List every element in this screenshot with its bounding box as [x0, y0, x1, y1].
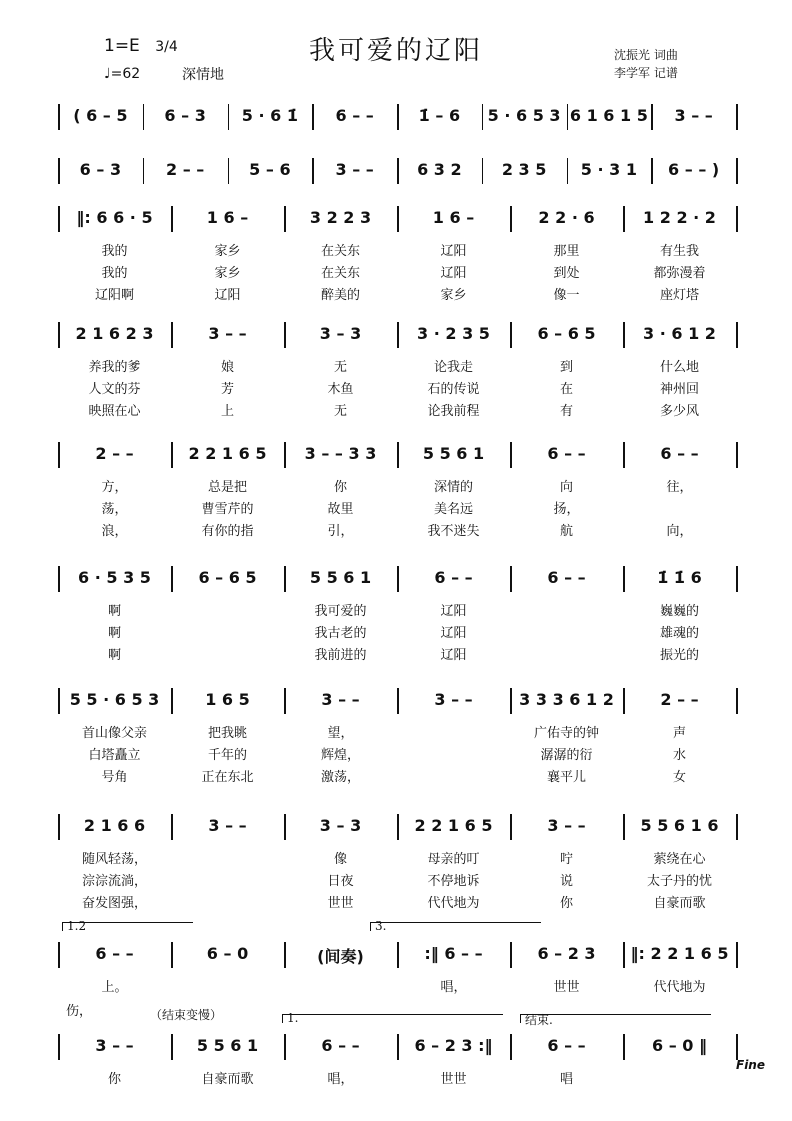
measure [171, 442, 284, 538]
measure [623, 814, 736, 910]
measure [228, 158, 313, 188]
notation-system [0, 566, 792, 662]
lyric-syllables: 望， [327, 726, 354, 741]
lyric-syllables: 水 [672, 748, 686, 763]
lyric-syllables: 巍巍的 [659, 604, 699, 619]
lyric-syllables: 无 [333, 360, 347, 375]
lyric-syllables: 辽阳 [214, 288, 241, 303]
measure-notes: 2 3 5 [501, 160, 547, 179]
measure [567, 104, 652, 134]
volta-bracket [282, 1011, 503, 1025]
measure [312, 158, 397, 188]
measure [623, 1034, 736, 1086]
barline [736, 566, 738, 592]
measure-notes: 2 – – [660, 690, 699, 709]
measure-notes: 6 – 3 [164, 106, 206, 125]
measure-notes: 3 2 2 3 [309, 208, 372, 227]
measure [58, 322, 171, 418]
measure-notes: 6 – – [335, 106, 374, 125]
measure-notes: 5 5 6 1 [196, 1036, 259, 1055]
lyric-syllables: 日夜 [327, 874, 354, 889]
lyric-syllables: 辽阳 [440, 244, 467, 259]
measure [171, 688, 284, 784]
measure [58, 442, 171, 538]
measure-notes: 6 – – [660, 444, 699, 463]
lyric-syllables: 美名远 [433, 502, 473, 517]
measure [58, 104, 143, 134]
measure-notes: 3 – 3 [319, 324, 362, 343]
measure-notes: 1 6 – [432, 208, 475, 227]
lyric-syllables: 你 [333, 480, 347, 495]
lyric-syllables: 自豪而歌 [201, 1072, 254, 1087]
measure-notes: 5 5 · 6 5 3 [69, 690, 160, 709]
measure [510, 688, 623, 784]
measure-notes: 6 – – [547, 1036, 586, 1055]
lyric-syllables: 都弥漫着 [653, 266, 706, 281]
lyric-syllables: 故里 [327, 502, 354, 517]
measure-notes: 6 – – [434, 568, 473, 587]
lyric-syllables: 母亲的叮 [427, 852, 480, 867]
lyric-syllables: 有你的指 [201, 524, 254, 539]
lyric-syllables: 奋发图强， [81, 896, 147, 911]
lyric-syllables: 人文的芬 [88, 382, 141, 397]
measure-notes: 6 – – [547, 444, 586, 463]
measure-notes: 2 1 6 2 3 [75, 324, 154, 343]
lyric-syllables: 芳 [220, 382, 234, 397]
measure-notes: 3 – – [335, 160, 374, 179]
lyric-syllables: 唱， [327, 1072, 354, 1087]
barline [736, 942, 738, 968]
barline [736, 442, 738, 468]
lyric-syllables: 那里 [553, 244, 580, 259]
lyric-syllables: 辽阳 [440, 604, 467, 619]
measure-notes: 2 2 1 6 5 [188, 444, 267, 463]
lyric-syllables: 正在东北 [201, 770, 254, 785]
measure-notes: ‖: 6 6 · 5 [76, 208, 153, 227]
lyric-syllables: 我的 [101, 266, 128, 281]
measure-notes: 6 – 0 ‖ [652, 1036, 707, 1055]
lyric-syllables: 映照在心 [88, 404, 141, 419]
measure [171, 322, 284, 418]
lyric-syllables: 有 [559, 404, 573, 419]
measure-notes: ( 6 – 5 [73, 106, 128, 125]
barline [736, 104, 738, 130]
measure-notes: 6 – 6 5 [537, 324, 596, 343]
lyric-syllables: 辽阳 [440, 626, 467, 641]
measure-notes: 6 – 0 [206, 944, 249, 963]
lyric-syllables: 你 [559, 896, 573, 911]
lyric-syllables: 我不迷失 [427, 524, 480, 539]
measure [171, 566, 284, 662]
key-signature [104, 36, 178, 56]
lyric-syllables: 论我前程 [427, 404, 480, 419]
song-title: 我可爱的辽阳 [308, 36, 483, 66]
measure [171, 942, 284, 994]
barline [736, 322, 738, 348]
lyric-syllables: 潺潺的衍 [540, 748, 593, 763]
measure-notes: 2 1 6 6 [83, 816, 146, 835]
measure [482, 104, 567, 134]
lyric-syllables: 代代地为 [427, 896, 480, 911]
lyric-syllables: 自豪而歌 [653, 896, 706, 911]
lyric-syllables: 石的传说 [427, 382, 480, 397]
lyric-syllables: 家乡 [214, 244, 241, 259]
measure-notes: 3 – – [321, 690, 360, 709]
measure-notes: 6 – – [321, 1036, 360, 1055]
lyric-syllables: 千年的 [207, 748, 247, 763]
measure [171, 1034, 284, 1086]
measure [143, 158, 228, 188]
lyric-syllables: 论我走 [433, 360, 473, 375]
measure-notes: 3 3 3 6 1 2 [519, 690, 614, 709]
lyric-syllables: 我的 [101, 244, 128, 259]
lyric-syllables: 引， [327, 524, 354, 539]
lyric-syllables: 曹雪芹的 [201, 502, 254, 517]
measure-notes: 6 · 5 3 5 [78, 568, 151, 587]
lyric-syllables: 辉煌， [320, 748, 360, 763]
measure [58, 1034, 171, 1086]
lyric-syllables: 世世 [440, 1072, 467, 1087]
measure-notes: 6 – – [547, 568, 586, 587]
notation-system [0, 814, 792, 910]
measure [284, 566, 397, 662]
measure [58, 206, 171, 302]
lyricist-composer-credit: 沈振光 词曲 [614, 48, 678, 62]
lyric-syllables: 激荡， [320, 770, 360, 785]
measure [58, 158, 143, 188]
measure [58, 688, 171, 784]
lyric-syllables: 我可爱的 [314, 604, 367, 619]
lyric-syllables: 座灯塔 [659, 288, 699, 303]
lyric-syllables: 像一 [553, 288, 580, 303]
notation-system [0, 1008, 792, 1087]
lyric-syllables: 啊 [107, 604, 121, 619]
volta-label: 1.2 [67, 919, 87, 933]
measure [284, 688, 397, 784]
lyric-syllables: 广佑寺的钟 [533, 726, 599, 741]
lyric-syllables: 啊 [107, 648, 121, 663]
measure-notes: 3 – – [434, 690, 473, 709]
measure-notes: (间奏) [317, 947, 364, 966]
measure [651, 158, 736, 188]
lyric-syllables: 扬， [553, 502, 580, 517]
fine-mark: Fine [736, 1058, 765, 1072]
lyric-syllables: 声 [672, 726, 686, 741]
notation-system [0, 442, 792, 538]
lyric-syllables: 像 [333, 852, 347, 867]
measure [58, 566, 171, 662]
measure-notes: 2 2 · 6 [538, 208, 595, 227]
lyric-syllables: 醉美的 [320, 288, 360, 303]
measure [58, 942, 171, 994]
measure-notes: 6 – – ) [668, 160, 720, 179]
lyric-syllables: 唱 [559, 1072, 573, 1087]
measure [312, 104, 397, 134]
lyric-syllables: 无 [333, 404, 347, 419]
lyric-syllables: 不停地诉 [427, 874, 480, 889]
measure-notes: :‖ 6 – – [424, 944, 483, 963]
measure-notes: 1 6 – [206, 208, 249, 227]
measure-notes: 6 – – [95, 944, 134, 963]
measure [284, 206, 397, 302]
lyric-syllables: 向， [666, 524, 693, 539]
measure-notes: 6 – 6 5 [198, 568, 257, 587]
barline [736, 688, 738, 714]
measure [397, 206, 510, 302]
measure-notes: 3 – – 3 3 [304, 444, 377, 463]
measure [284, 942, 397, 994]
volta-label: 1. [287, 1011, 299, 1025]
lyric-syllables: 向 [559, 480, 573, 495]
measure-notes: 6 3 2 [417, 160, 462, 179]
transcriber-credit: 李学军 记谱 [614, 66, 678, 80]
lyric-syllables: 雄魂的 [659, 626, 699, 641]
lyric-syllables: 世世 [327, 896, 354, 911]
measure [397, 322, 510, 418]
lyric-syllables: 首山像父亲 [81, 726, 147, 741]
measure [58, 814, 171, 910]
measure-notes: 5 · 6 5 3 [487, 106, 561, 125]
measure-notes: 5 – 6 [249, 160, 291, 179]
lyric-syllables: 航 [559, 524, 573, 539]
tempo-mark: ♩=62 [104, 66, 141, 82]
measure-notes: 3 · 6 1 2 [643, 324, 716, 343]
measure-notes: 5 5 6 1 6 [640, 816, 719, 835]
measure [397, 104, 482, 134]
measure-notes: 3 – – [674, 106, 713, 125]
measure [510, 322, 623, 418]
lyric-syllables: 娘 [220, 360, 234, 375]
lyric-syllables: 世世 [553, 980, 580, 995]
lyric-syllables: 上 [220, 404, 234, 419]
lyric-syllables: 到处 [553, 266, 580, 281]
measure [482, 158, 567, 188]
lyric-syllables: 白塔矗立 [88, 748, 141, 763]
lyric-syllables: 萦绕在心 [653, 852, 706, 867]
notation-system [0, 158, 792, 188]
lyric-syllables: 有生我 [659, 244, 699, 259]
lyric-syllables: 说 [559, 874, 573, 889]
measure [397, 158, 482, 188]
lyric-syllables: 我前进的 [314, 648, 367, 663]
measure [171, 206, 284, 302]
lyric-syllables: 你 [107, 1072, 121, 1087]
measure [623, 566, 736, 662]
measure-notes: 5 · 6 1̇ [241, 106, 298, 125]
measure [228, 104, 313, 134]
measure-notes: 1̇ – 6 [418, 106, 461, 125]
measure-notes: 2 – – [165, 160, 205, 179]
lyric-syllables: 什么地 [659, 360, 699, 375]
measure-notes: ‖: 2 2 1 6 5 [630, 944, 729, 963]
lyric-syllables: 太子丹的忧 [646, 874, 712, 889]
measure-notes: 3 · 2 3 5 [417, 324, 490, 343]
lyric-syllables: 到 [559, 360, 573, 375]
lyric-syllables: 随风轻荡， [81, 852, 147, 867]
lyric-syllables: 辽阳啊 [94, 288, 134, 303]
measure-notes: 6 – 3 [79, 160, 122, 179]
measure [284, 442, 397, 538]
volta-label: 3. [375, 919, 387, 933]
tempo-direction: （结束变慢） [150, 1008, 223, 1022]
notation-system [0, 688, 792, 784]
measure [623, 322, 736, 418]
measure-notes: 6 – 2 3 [537, 944, 596, 963]
measure [510, 814, 623, 910]
measure [510, 442, 623, 538]
barline [736, 206, 738, 232]
lyric-syllables: 木鱼 [327, 382, 354, 397]
measure [510, 1034, 623, 1086]
measure-notes: 1̇ 1̇ 6 [657, 568, 702, 587]
measure [510, 566, 623, 662]
lyric-syllables: 我古老的 [314, 626, 367, 641]
measure [397, 442, 510, 538]
lyric-syllables: 总是把 [207, 480, 247, 495]
lyric-syllables: 襄平儿 [546, 770, 586, 785]
lyric-syllables: 辽阳 [440, 648, 467, 663]
measure [397, 942, 510, 994]
measure-notes: 1 6 5 [205, 690, 250, 709]
lyric-syllables: 号角 [101, 770, 128, 785]
lyric-syllables: 神州回 [659, 382, 699, 397]
lyric-syllables: 多少风 [659, 404, 699, 419]
measure-notes: 5 5 6 1 [422, 444, 485, 463]
lyric-syllables: 方， [101, 480, 128, 495]
measure [567, 158, 652, 188]
lyric-syllables: 养我的爹 [88, 360, 141, 375]
measure-notes: 2 2 1 6 5 [414, 816, 493, 835]
measure-notes: 3 – – [547, 816, 586, 835]
volta-bracket [62, 919, 193, 933]
measure [397, 1034, 510, 1086]
lyric-syllables: 把我眺 [207, 726, 247, 741]
lyric-syllables: 家乡 [440, 288, 467, 303]
measure [623, 442, 736, 538]
measure [510, 942, 623, 994]
measure-notes: 3 – – [208, 816, 247, 835]
measure [397, 688, 510, 784]
lyric-syllables: 浪， [101, 524, 128, 539]
lyric-syllables: 在 [559, 382, 573, 397]
lyric-syllables: 淙淙流淌， [81, 874, 147, 889]
barline [736, 1034, 738, 1060]
measure-notes: 3 – – [95, 1036, 134, 1055]
key-text: 1=E [104, 36, 140, 56]
notation-system [0, 322, 792, 418]
measure [510, 206, 623, 302]
lyric-syllables: 代代地为 [653, 980, 706, 995]
lyric-syllables: 咛 [559, 852, 573, 867]
measure-notes: 5 · 3 1 [580, 160, 637, 179]
lyric-syllables: 荡， [101, 502, 128, 517]
volta-bracket [370, 919, 541, 933]
measure [397, 566, 510, 662]
notation-system [0, 206, 792, 302]
measure [623, 942, 736, 994]
lyric-syllables: 唱， [440, 980, 467, 995]
notation-system [0, 919, 792, 995]
measure [623, 688, 736, 784]
measure-notes: 5 5 6 1 [309, 568, 372, 587]
volta-label: 结束. [525, 1013, 553, 1027]
lyric-syllables: 辽阳 [440, 266, 467, 281]
lyric-syllables: 啊 [107, 626, 121, 641]
measure [397, 814, 510, 910]
measure [651, 104, 736, 134]
measure [143, 104, 228, 134]
measure [623, 206, 736, 302]
measure [171, 814, 284, 910]
notation-system [0, 104, 792, 134]
lyric-syllables: 往， [666, 480, 693, 495]
extra-lyric: 伤， [66, 1004, 93, 1019]
lyric-syllables: 在关东 [320, 266, 360, 281]
measure [284, 814, 397, 910]
barline [736, 158, 738, 184]
measure-notes: 1 2 2 · 2 [643, 208, 716, 227]
measure [284, 1034, 397, 1086]
barline [736, 814, 738, 840]
expression-mark: 深情地 [182, 67, 224, 83]
measure-notes: 6 1 6 1 5 [569, 106, 648, 125]
lyric-syllables: 振光的 [659, 648, 699, 663]
measure-notes: 2 – – [95, 444, 134, 463]
lyric-syllables: 上。 [101, 980, 128, 995]
measure-notes: 3 – – [208, 324, 247, 343]
lyric-syllables: 深情的 [433, 480, 473, 495]
lyric-syllables: 女 [672, 770, 686, 785]
lyric-syllables: 家乡 [214, 266, 241, 281]
measure-notes: 6 – 2 3 :‖ [414, 1036, 493, 1055]
measure [284, 322, 397, 418]
volta-bracket [520, 1013, 711, 1027]
time-signature: 3/4 [155, 39, 178, 55]
measure-notes: 3 – 3 [319, 816, 362, 835]
lyric-syllables: 在关东 [320, 244, 360, 259]
